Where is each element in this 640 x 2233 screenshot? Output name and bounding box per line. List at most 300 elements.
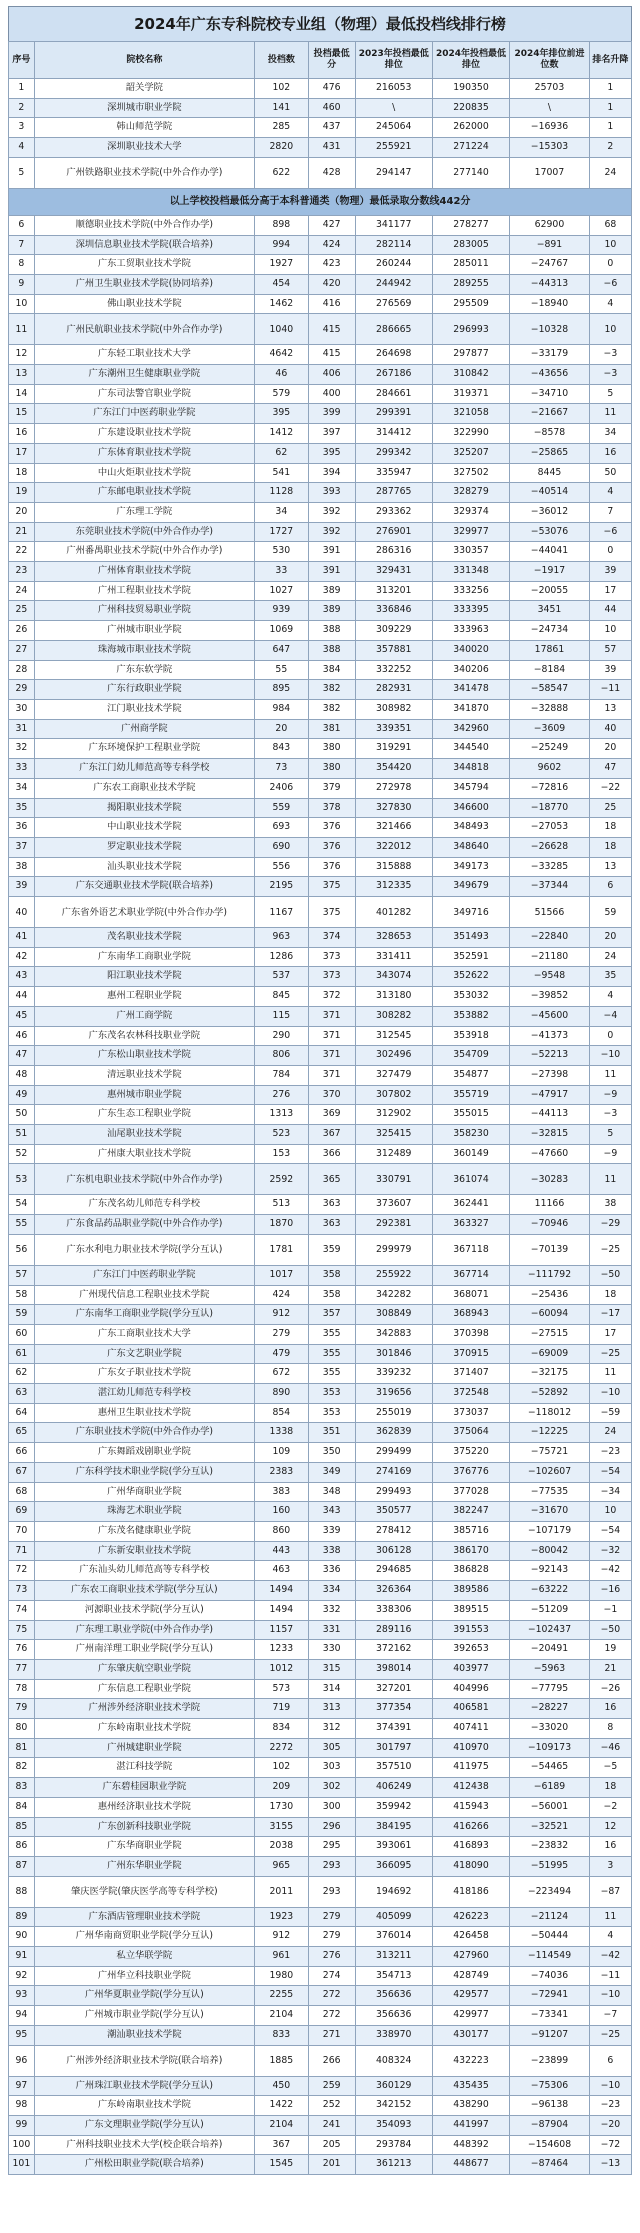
table-row xyxy=(9,1125,632,1145)
cell-position-change: 59 xyxy=(589,897,631,928)
cell-rank-2024: 382247 xyxy=(432,1502,509,1522)
cell-index: 37 xyxy=(9,837,35,857)
cell-rank-2024: 352622 xyxy=(432,967,509,987)
cell-count: 290 xyxy=(254,1026,308,1046)
cell-position-change: 13 xyxy=(589,699,631,719)
cell-count: 1027 xyxy=(254,581,308,601)
cell-index: 19 xyxy=(9,483,35,503)
cell-rank-2023: 322012 xyxy=(355,837,432,857)
cell-index: 70 xyxy=(9,1522,35,1542)
cell-index: 3 xyxy=(9,118,35,138)
cell-rank-change: −8184 xyxy=(510,660,590,680)
cell-school-name: 汕头职业技术学院 xyxy=(34,857,254,877)
cell-rank-2023: 313211 xyxy=(355,1947,432,1967)
cell-index: 60 xyxy=(9,1324,35,1344)
table-row xyxy=(9,699,632,719)
cell-rank-2024: 340020 xyxy=(432,640,509,660)
cell-count: 537 xyxy=(254,967,308,987)
table-row xyxy=(9,365,632,385)
cell-index: 89 xyxy=(9,1907,35,1927)
cell-count: 2406 xyxy=(254,778,308,798)
cell-position-change: 17 xyxy=(589,581,631,601)
cell-school-name: 广州科技贸易职业学院 xyxy=(34,601,254,621)
cell-rank-2023: 255921 xyxy=(355,138,432,158)
table-row xyxy=(9,522,632,542)
cell-rank-change: −56001 xyxy=(510,1797,590,1817)
cell-count: 556 xyxy=(254,857,308,877)
cell-rank-2024: 345794 xyxy=(432,778,509,798)
cell-school-name: 广东体育职业技术学院 xyxy=(34,443,254,463)
cell-rank-2024: 328279 xyxy=(432,483,509,503)
cell-rank-2023: 309229 xyxy=(355,621,432,641)
cell-rank-2024: 391553 xyxy=(432,1620,509,1640)
table-row xyxy=(9,877,632,897)
cell-rank-2023: 398014 xyxy=(355,1659,432,1679)
cell-rank-2023: 255922 xyxy=(355,1265,432,1285)
cell-index: 12 xyxy=(9,345,35,365)
cell-count: 276 xyxy=(254,1085,308,1105)
cell-count: 1157 xyxy=(254,1620,308,1640)
cell-school-name: 广州科技职业技术大学(校企联合培养) xyxy=(34,2135,254,2155)
cell-position-change: 19 xyxy=(589,1640,631,1660)
cell-rank-change: −33179 xyxy=(510,345,590,365)
cell-school-name: 广州华南商贸职业学院(学分互认) xyxy=(34,1927,254,1947)
cell-school-name: 广东南华工商职业学院 xyxy=(34,947,254,967)
cell-school-name: 惠州工程职业学院 xyxy=(34,987,254,1007)
cell-rank-change: −32521 xyxy=(510,1817,590,1837)
cell-min-score: 424 xyxy=(308,235,355,255)
cell-min-score: 363 xyxy=(308,1195,355,1215)
cell-rank-change: −10328 xyxy=(510,314,590,345)
cell-min-score: 241 xyxy=(308,2115,355,2135)
cell-rank-change: −18770 xyxy=(510,798,590,818)
cell-rank-change: −32888 xyxy=(510,699,590,719)
cell-count: 4642 xyxy=(254,345,308,365)
cell-index: 35 xyxy=(9,798,35,818)
cell-rank-2024: 426223 xyxy=(432,1907,509,1927)
cell-rank-change: −27515 xyxy=(510,1324,590,1344)
cell-school-name: 广东交通职业技术学院(联合培养) xyxy=(34,877,254,897)
cell-rank-2024: 319371 xyxy=(432,384,509,404)
cell-rank-2024: 416266 xyxy=(432,1817,509,1837)
cell-min-score: 376 xyxy=(308,837,355,857)
cell-rank-change: −114549 xyxy=(510,1947,590,1967)
cell-min-score: 388 xyxy=(308,621,355,641)
cell-rank-2023: 293362 xyxy=(355,502,432,522)
cell-min-score: 272 xyxy=(308,2006,355,2026)
cell-rank-change: −22840 xyxy=(510,928,590,948)
table-row xyxy=(9,1105,632,1125)
cell-min-score: 371 xyxy=(308,1026,355,1046)
cell-min-score: 373 xyxy=(308,967,355,987)
cell-rank-2023: 401282 xyxy=(355,897,432,928)
cell-rank-change: −92143 xyxy=(510,1561,590,1581)
cell-min-score: 351 xyxy=(308,1423,355,1443)
cell-rank-2023: 350577 xyxy=(355,1502,432,1522)
cell-school-name: 广东食品药品职业学院(中外合作办学) xyxy=(34,1215,254,1235)
cell-rank-2024: 389515 xyxy=(432,1600,509,1620)
cell-rank-2023: 374391 xyxy=(355,1719,432,1739)
table-row xyxy=(9,1581,632,1601)
table-row xyxy=(9,778,632,798)
cell-count: 34 xyxy=(254,502,308,522)
cell-index: 14 xyxy=(9,384,35,404)
table-row xyxy=(9,384,632,404)
cell-index: 9 xyxy=(9,274,35,294)
cell-rank-2024: 271224 xyxy=(432,138,509,158)
cell-school-name: 广州卫生职业技术学院(协同培养) xyxy=(34,274,254,294)
cell-count: 1494 xyxy=(254,1581,308,1601)
table-row xyxy=(9,967,632,987)
cell-min-score: 382 xyxy=(308,680,355,700)
cell-rank-change: −25249 xyxy=(510,739,590,759)
cell-rank-change: −74036 xyxy=(510,1966,590,1986)
cell-index: 94 xyxy=(9,2006,35,2026)
cell-rank-2024: 278277 xyxy=(432,215,509,235)
col-header-school: 院校名称 xyxy=(34,42,254,79)
cell-school-name: 茂名职业技术学院 xyxy=(34,928,254,948)
cell-school-name: 潮汕职业技术学院 xyxy=(34,2025,254,2045)
cell-position-change: −22 xyxy=(589,778,631,798)
cell-min-score: 372 xyxy=(308,987,355,1007)
cell-rank-2023: 284661 xyxy=(355,384,432,404)
cell-min-score: 371 xyxy=(308,1046,355,1066)
cell-count: 2820 xyxy=(254,138,308,158)
cell-position-change: −50 xyxy=(589,1265,631,1285)
cell-rank-2024: 329374 xyxy=(432,502,509,522)
cell-rank-change: −20491 xyxy=(510,1640,590,1660)
cell-index: 34 xyxy=(9,778,35,798)
cell-rank-2024: 321058 xyxy=(432,404,509,424)
cell-min-score: 201 xyxy=(308,2155,355,2175)
cell-rank-2024: 429977 xyxy=(432,2006,509,2026)
cell-school-name: 广东文理职业学院(学分互认) xyxy=(34,2115,254,2135)
cell-school-name: 中山职业技术学院 xyxy=(34,818,254,838)
cell-position-change: 39 xyxy=(589,660,631,680)
cell-count: 443 xyxy=(254,1541,308,1561)
cell-school-name: 广州华夏职业学院(学分互认) xyxy=(34,1986,254,2006)
cell-school-name: 广东江门中医药职业学院 xyxy=(34,1265,254,1285)
cell-rank-2024: 325207 xyxy=(432,443,509,463)
table-row xyxy=(9,1344,632,1364)
cell-index: 61 xyxy=(9,1344,35,1364)
table-row xyxy=(9,719,632,739)
cell-rank-change: −32175 xyxy=(510,1364,590,1384)
cell-rank-change: −53076 xyxy=(510,522,590,542)
cell-rank-2024: 371407 xyxy=(432,1364,509,1384)
cell-rank-2023: 260244 xyxy=(355,255,432,275)
cell-count: 395 xyxy=(254,404,308,424)
cell-rank-2024: 354877 xyxy=(432,1065,509,1085)
cell-index: 54 xyxy=(9,1195,35,1215)
cell-index: 28 xyxy=(9,660,35,680)
cell-rank-2023: 276901 xyxy=(355,522,432,542)
cell-index: 7 xyxy=(9,235,35,255)
cell-count: 963 xyxy=(254,928,308,948)
cell-rank-change: 25703 xyxy=(510,79,590,99)
cell-rank-2024: 429577 xyxy=(432,1986,509,2006)
cell-rank-change: −87904 xyxy=(510,2115,590,2135)
table-row xyxy=(9,601,632,621)
cell-position-change: −34 xyxy=(589,1482,631,1502)
table-row xyxy=(9,294,632,314)
cell-index: 99 xyxy=(9,2115,35,2135)
cell-school-name: 广州城建职业学院 xyxy=(34,1738,254,1758)
cell-min-score: 274 xyxy=(308,1966,355,1986)
cell-rank-change: −18940 xyxy=(510,294,590,314)
cell-school-name: 广州现代信息工程职业技术学院 xyxy=(34,1285,254,1305)
cell-count: 834 xyxy=(254,1719,308,1739)
cell-school-name: 广州松田职业学院(联合培养) xyxy=(34,2155,254,2175)
cell-rank-change: −28227 xyxy=(510,1699,590,1719)
cell-position-change: −20 xyxy=(589,2115,631,2135)
cell-school-name: 广州东华职业学院 xyxy=(34,1856,254,1876)
cell-rank-change: −75306 xyxy=(510,2076,590,2096)
table-row xyxy=(9,1837,632,1857)
cell-rank-2024: 327502 xyxy=(432,463,509,483)
cell-school-name: 中山火炬职业技术学院 xyxy=(34,463,254,483)
cell-rank-2023: 319656 xyxy=(355,1384,432,1404)
cell-min-score: 205 xyxy=(308,2135,355,2155)
table-row xyxy=(9,1541,632,1561)
cell-rank-2023: 294147 xyxy=(355,157,432,188)
cell-rank-2024: 416893 xyxy=(432,1837,509,1857)
cell-position-change: 11 xyxy=(589,1364,631,1384)
table-row xyxy=(9,1927,632,1947)
cell-school-name: 广东职业技术学院(中外合作办学) xyxy=(34,1423,254,1443)
cell-school-name: 珠海艺术职业学院 xyxy=(34,1502,254,1522)
cell-rank-change: \ xyxy=(510,98,590,118)
cell-rank-2024: 289255 xyxy=(432,274,509,294)
cell-min-score: 392 xyxy=(308,502,355,522)
cell-rank-2024: 386170 xyxy=(432,1541,509,1561)
table-row xyxy=(9,660,632,680)
table-row xyxy=(9,1522,632,1542)
cell-rank-change: −72941 xyxy=(510,1986,590,2006)
cell-min-score: 380 xyxy=(308,739,355,759)
cell-rank-2024: 375220 xyxy=(432,1443,509,1463)
cell-index: 47 xyxy=(9,1046,35,1066)
cell-count: 367 xyxy=(254,2135,308,2155)
cell-index: 96 xyxy=(9,2045,35,2076)
cell-min-score: 343 xyxy=(308,1502,355,1522)
cell-count: 454 xyxy=(254,274,308,294)
cell-rank-2024: 355015 xyxy=(432,1105,509,1125)
cell-rank-change: −43656 xyxy=(510,365,590,385)
cell-min-score: 303 xyxy=(308,1758,355,1778)
table-row xyxy=(9,1907,632,1927)
table-row xyxy=(9,1817,632,1837)
cell-school-name: 广东司法警官职业学院 xyxy=(34,384,254,404)
cell-index: 57 xyxy=(9,1265,35,1285)
cell-count: 1927 xyxy=(254,255,308,275)
cell-index: 67 xyxy=(9,1462,35,1482)
cell-count: 1727 xyxy=(254,522,308,542)
cell-rank-change: −12225 xyxy=(510,1423,590,1443)
cell-index: 83 xyxy=(9,1778,35,1798)
table-row xyxy=(9,502,632,522)
cell-count: 1980 xyxy=(254,1966,308,1986)
cell-school-name: 广州番禺职业技术学院(中外合作办学) xyxy=(34,542,254,562)
cell-school-name: 广东科学技术职业学院(学分互认) xyxy=(34,1462,254,1482)
table-row xyxy=(9,255,632,275)
cell-min-score: 375 xyxy=(308,897,355,928)
cell-index: 64 xyxy=(9,1403,35,1423)
cell-count: 33 xyxy=(254,562,308,582)
cell-rank-2023: 287765 xyxy=(355,483,432,503)
cell-position-change: −16 xyxy=(589,1581,631,1601)
cell-min-score: 378 xyxy=(308,798,355,818)
cell-index: 73 xyxy=(9,1581,35,1601)
cell-count: 383 xyxy=(254,1482,308,1502)
cell-school-name: 广东汕头幼儿师范高等专科学校 xyxy=(34,1561,254,1581)
cell-rank-2024: 418090 xyxy=(432,1856,509,1876)
cell-rank-2024: 344818 xyxy=(432,759,509,779)
cell-rank-2023: 282931 xyxy=(355,680,432,700)
cell-index: 76 xyxy=(9,1640,35,1660)
cell-rank-2023: 312545 xyxy=(355,1026,432,1046)
cell-min-score: 276 xyxy=(308,1947,355,1967)
table-row xyxy=(9,2115,632,2135)
cell-school-name: 广东新安职业技术学院 xyxy=(34,1541,254,1561)
cell-rank-2024: 277140 xyxy=(432,157,509,188)
cell-count: 912 xyxy=(254,1305,308,1325)
cell-position-change: −10 xyxy=(589,1046,631,1066)
table-row xyxy=(9,1324,632,1344)
cell-index: 6 xyxy=(9,215,35,235)
cell-rank-change: −3609 xyxy=(510,719,590,739)
cell-position-change: 4 xyxy=(589,294,631,314)
cell-rank-2023: 299342 xyxy=(355,443,432,463)
cell-rank-2023: 376014 xyxy=(355,1927,432,1947)
cell-count: 3155 xyxy=(254,1817,308,1837)
cell-min-score: 388 xyxy=(308,640,355,660)
cell-rank-2024: 342960 xyxy=(432,719,509,739)
cell-count: 898 xyxy=(254,215,308,235)
cell-count: 102 xyxy=(254,1758,308,1778)
cell-position-change: 1 xyxy=(589,118,631,138)
cell-count: 647 xyxy=(254,640,308,660)
cell-rank-2024: 361074 xyxy=(432,1164,509,1195)
table-row xyxy=(9,2076,632,2096)
cell-rank-2023: 282114 xyxy=(355,235,432,255)
cell-rank-change: 11166 xyxy=(510,1195,590,1215)
cell-rank-change: −80042 xyxy=(510,1541,590,1561)
cell-count: 513 xyxy=(254,1195,308,1215)
cell-rank-2023: 194692 xyxy=(355,1876,432,1907)
cell-position-change: 11 xyxy=(589,1065,631,1085)
cell-school-name: 广东碧桂园职业学院 xyxy=(34,1778,254,1798)
cell-school-name: 广东农工商职业技术学院(学分互认) xyxy=(34,1581,254,1601)
cell-rank-2023: 308982 xyxy=(355,699,432,719)
cell-index: 63 xyxy=(9,1384,35,1404)
cell-index: 49 xyxy=(9,1085,35,1105)
cell-position-change: 4 xyxy=(589,987,631,1007)
cell-count: 833 xyxy=(254,2025,308,2045)
cell-position-change: 10 xyxy=(589,621,631,641)
cell-index: 53 xyxy=(9,1164,35,1195)
cell-index: 100 xyxy=(9,2135,35,2155)
cell-rank-2024: 363327 xyxy=(432,1215,509,1235)
cell-min-score: 375 xyxy=(308,877,355,897)
cell-position-change: −29 xyxy=(589,1215,631,1235)
cell-school-name: 广东省外语艺术职业学院(中外合作办学) xyxy=(34,897,254,928)
threshold-banner-row xyxy=(9,188,632,215)
threshold-banner: 以上学校投档最低分高于本科普通类（物理）最低录取分数线442分 xyxy=(9,188,632,215)
cell-school-name: 江门职业技术学院 xyxy=(34,699,254,719)
cell-count: 530 xyxy=(254,542,308,562)
cell-min-score: 358 xyxy=(308,1285,355,1305)
cell-position-change: −25 xyxy=(589,2025,631,2045)
table-row xyxy=(9,1423,632,1443)
cell-rank-2023: 302496 xyxy=(355,1046,432,1066)
cell-rank-2023: 328653 xyxy=(355,928,432,948)
table-row xyxy=(9,1443,632,1463)
cell-rank-2024: 407411 xyxy=(432,1719,509,1739)
cell-index: 1 xyxy=(9,79,35,99)
cell-rank-change: −36012 xyxy=(510,502,590,522)
cell-school-name: 广东松山职业技术学院 xyxy=(34,1046,254,1066)
cell-rank-change: −50444 xyxy=(510,1927,590,1947)
cell-rank-2023: 325415 xyxy=(355,1125,432,1145)
cell-position-change: 0 xyxy=(589,255,631,275)
cell-school-name: 广东岭南职业技术学院 xyxy=(34,1719,254,1739)
cell-count: 2592 xyxy=(254,1164,308,1195)
table-row xyxy=(9,1966,632,1986)
cell-count: 1870 xyxy=(254,1215,308,1235)
cell-min-score: 389 xyxy=(308,601,355,621)
table-row xyxy=(9,274,632,294)
cell-school-name: 广东理工学院 xyxy=(34,502,254,522)
cell-count: 424 xyxy=(254,1285,308,1305)
cell-min-score: 460 xyxy=(308,98,355,118)
cell-rank-2024: 426458 xyxy=(432,1927,509,1947)
cell-min-score: 349 xyxy=(308,1462,355,1482)
cell-position-change: 1 xyxy=(589,98,631,118)
cell-school-name: 深圳职业技术大学 xyxy=(34,138,254,158)
cell-index: 31 xyxy=(9,719,35,739)
cell-position-change: 25 xyxy=(589,798,631,818)
table-row xyxy=(9,79,632,99)
cell-min-score: 315 xyxy=(308,1659,355,1679)
cell-index: 41 xyxy=(9,928,35,948)
table-row xyxy=(9,1502,632,1522)
cell-rank-change: −32815 xyxy=(510,1125,590,1145)
cell-school-name: 广州民航职业技术学院(中外合作办学) xyxy=(34,314,254,345)
cell-rank-change: −6189 xyxy=(510,1778,590,1798)
cell-count: 109 xyxy=(254,1443,308,1463)
cell-school-name: 广州城市职业学院(学分互认) xyxy=(34,2006,254,2026)
cell-rank-2024: 220835 xyxy=(432,98,509,118)
cell-rank-2024: 351493 xyxy=(432,928,509,948)
cell-rank-2023: 313201 xyxy=(355,581,432,601)
cell-index: 69 xyxy=(9,1502,35,1522)
cell-position-change: −11 xyxy=(589,1966,631,1986)
cell-index: 45 xyxy=(9,1006,35,1026)
cell-rank-2023: 366095 xyxy=(355,1856,432,1876)
cell-school-name: 罗定职业技术学院 xyxy=(34,837,254,857)
cell-count: 2383 xyxy=(254,1462,308,1482)
cell-count: 1040 xyxy=(254,314,308,345)
table-row xyxy=(9,1640,632,1660)
cell-min-score: 389 xyxy=(308,581,355,601)
cell-count: 693 xyxy=(254,818,308,838)
cell-min-score: 293 xyxy=(308,1856,355,1876)
cell-index: 17 xyxy=(9,443,35,463)
cell-rank-2023: 339232 xyxy=(355,1364,432,1384)
cell-position-change: −17 xyxy=(589,1305,631,1325)
table-row xyxy=(9,98,632,118)
